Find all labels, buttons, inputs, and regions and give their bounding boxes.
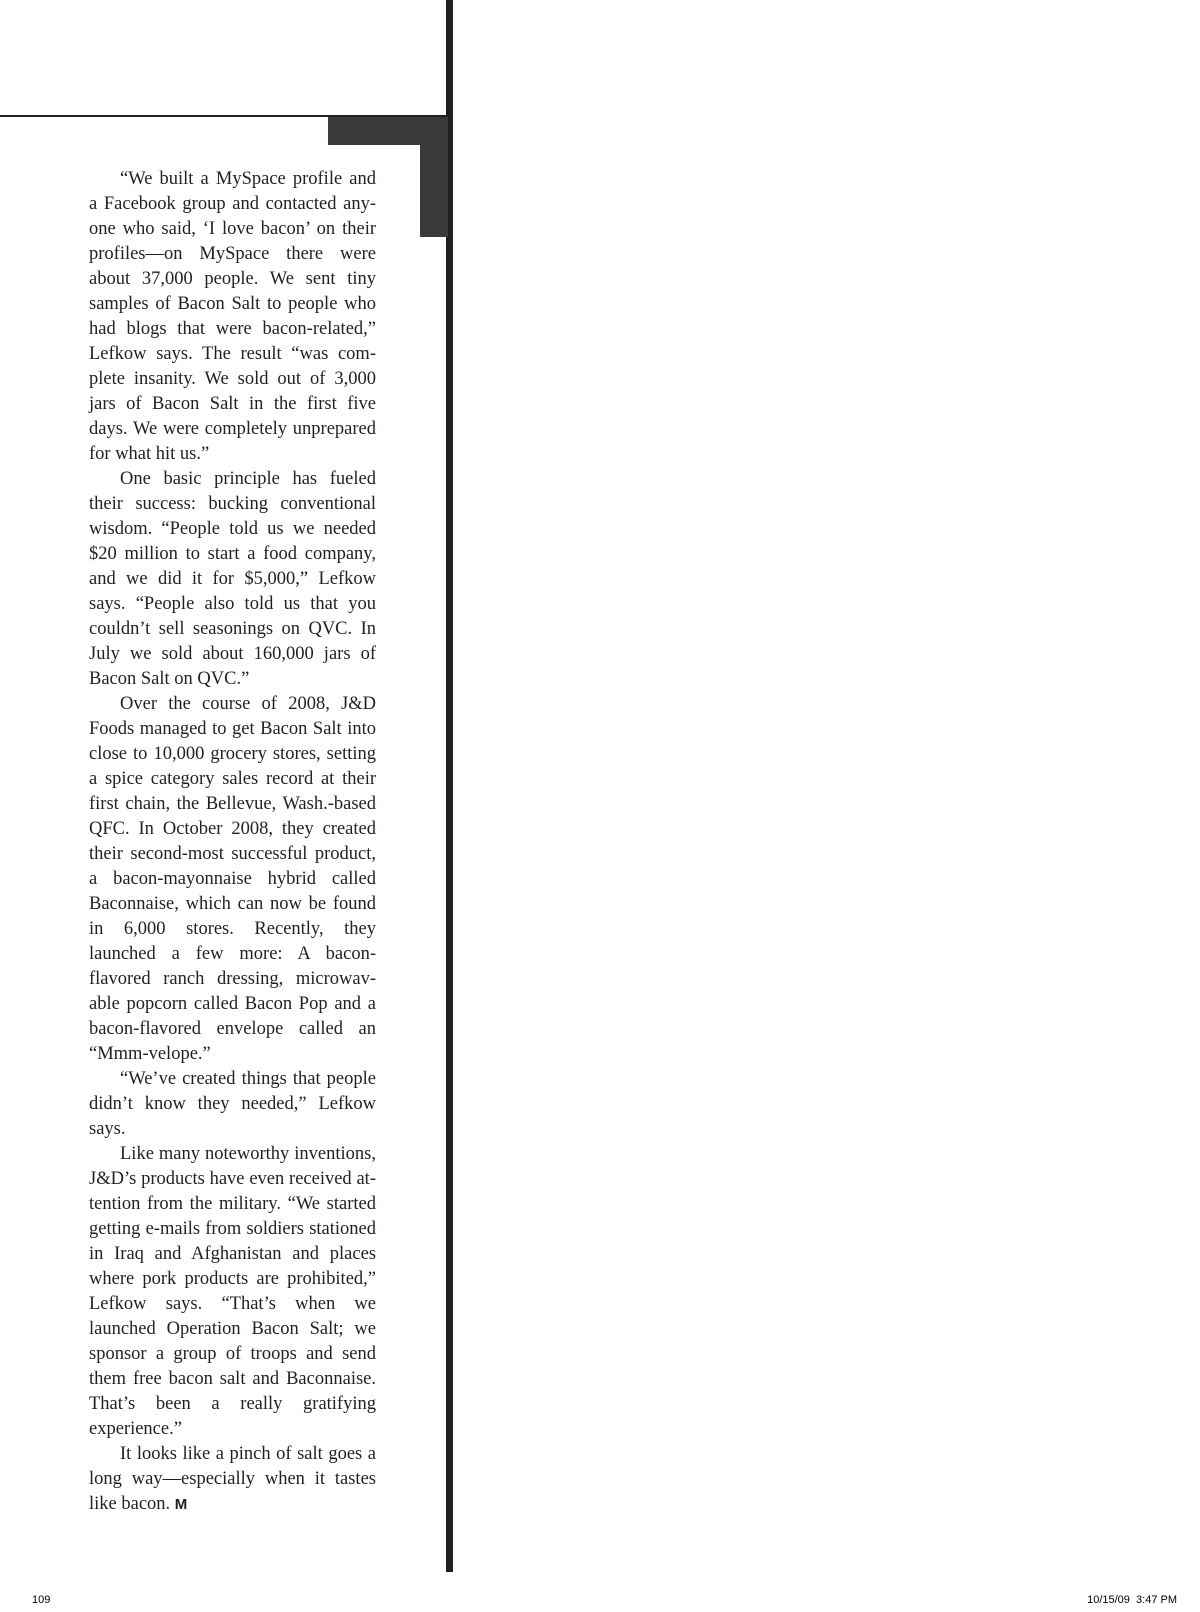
decorative-corner-block — [328, 117, 448, 145]
paragraph-closing — [89, 1442, 376, 1517]
print-timestamp — [1087, 1594, 1177, 1606]
paragraph-growth-2008: Over the course of 2008, J&D Foods managed to get Bacon Salt into close to 10,000 grocery stores, setting a spice category sales record at their first chain, the Bellevue, Wash.-based QFC. In October 2008, they created their second-most successful product, a bacon-mayonnaise hybrid called Baconnaise, which can now be found in 6,000 stores. Recently, they launched a few more: A bacon-flavored ranch dressing, microwavable popcorn called Bacon Pop and a bacon-flavored envelope called an “Mmm-velope.” — [89, 694, 376, 1064]
paragraph-myspace: “We built a MySpace profile and a Facebook group and contacted anyone who said, ‘I love bacon’ on their profiles—on MySpace there were about 37,000 people. We sent tiny samples of Bacon Salt to people who had blogs that were bacon-related,” Lefkow says. The result “was complete insanity. We sold out of 3,000 jars of Bacon Salt in the first five days. We were completely unprepared for what hit us.” — [89, 169, 376, 464]
paragraph-created-things: “We’ve created things that people didn’t know they needed,” Lefkow says. — [89, 1069, 376, 1139]
print-time: 3:47 PM — [1136, 1594, 1177, 1606]
article-column — [89, 167, 376, 1517]
paragraph-conventional-wisdom: One basic principle has fueled their success: bucking conventional wisdom. “People told us we needed $20 million to start a food company, and we did it for $5,000,” Lefkow says. “People also told us that you couldn’t sell seasonings on QVC. In July we sold about 160,000 jars of Bacon Salt on QVC.” — [89, 469, 376, 689]
decorative-tab-block — [420, 145, 448, 237]
print-date: 10/15/09 — [1087, 1594, 1130, 1606]
paragraph-military: Like many noteworthy inventions, J&D’s products have even received attention from the military. “We started getting e-mails from soldiers stationed in Iraq and Afghanistan and places where pork products are prohibited,” Lefkow says. “That’s when we launched Operation Bacon Salt; we sponsor a group of troops and send them free bacon salt and Baconnaise. That’s been a really gratifying experience.” — [89, 1144, 376, 1439]
end-mark-logo: M — [174, 1496, 188, 1513]
closing-text: It looks like a pinch of salt goes a long way—especially when it tastes like bacon. — [89, 1444, 376, 1514]
page-number: 109 — [32, 1594, 51, 1606]
